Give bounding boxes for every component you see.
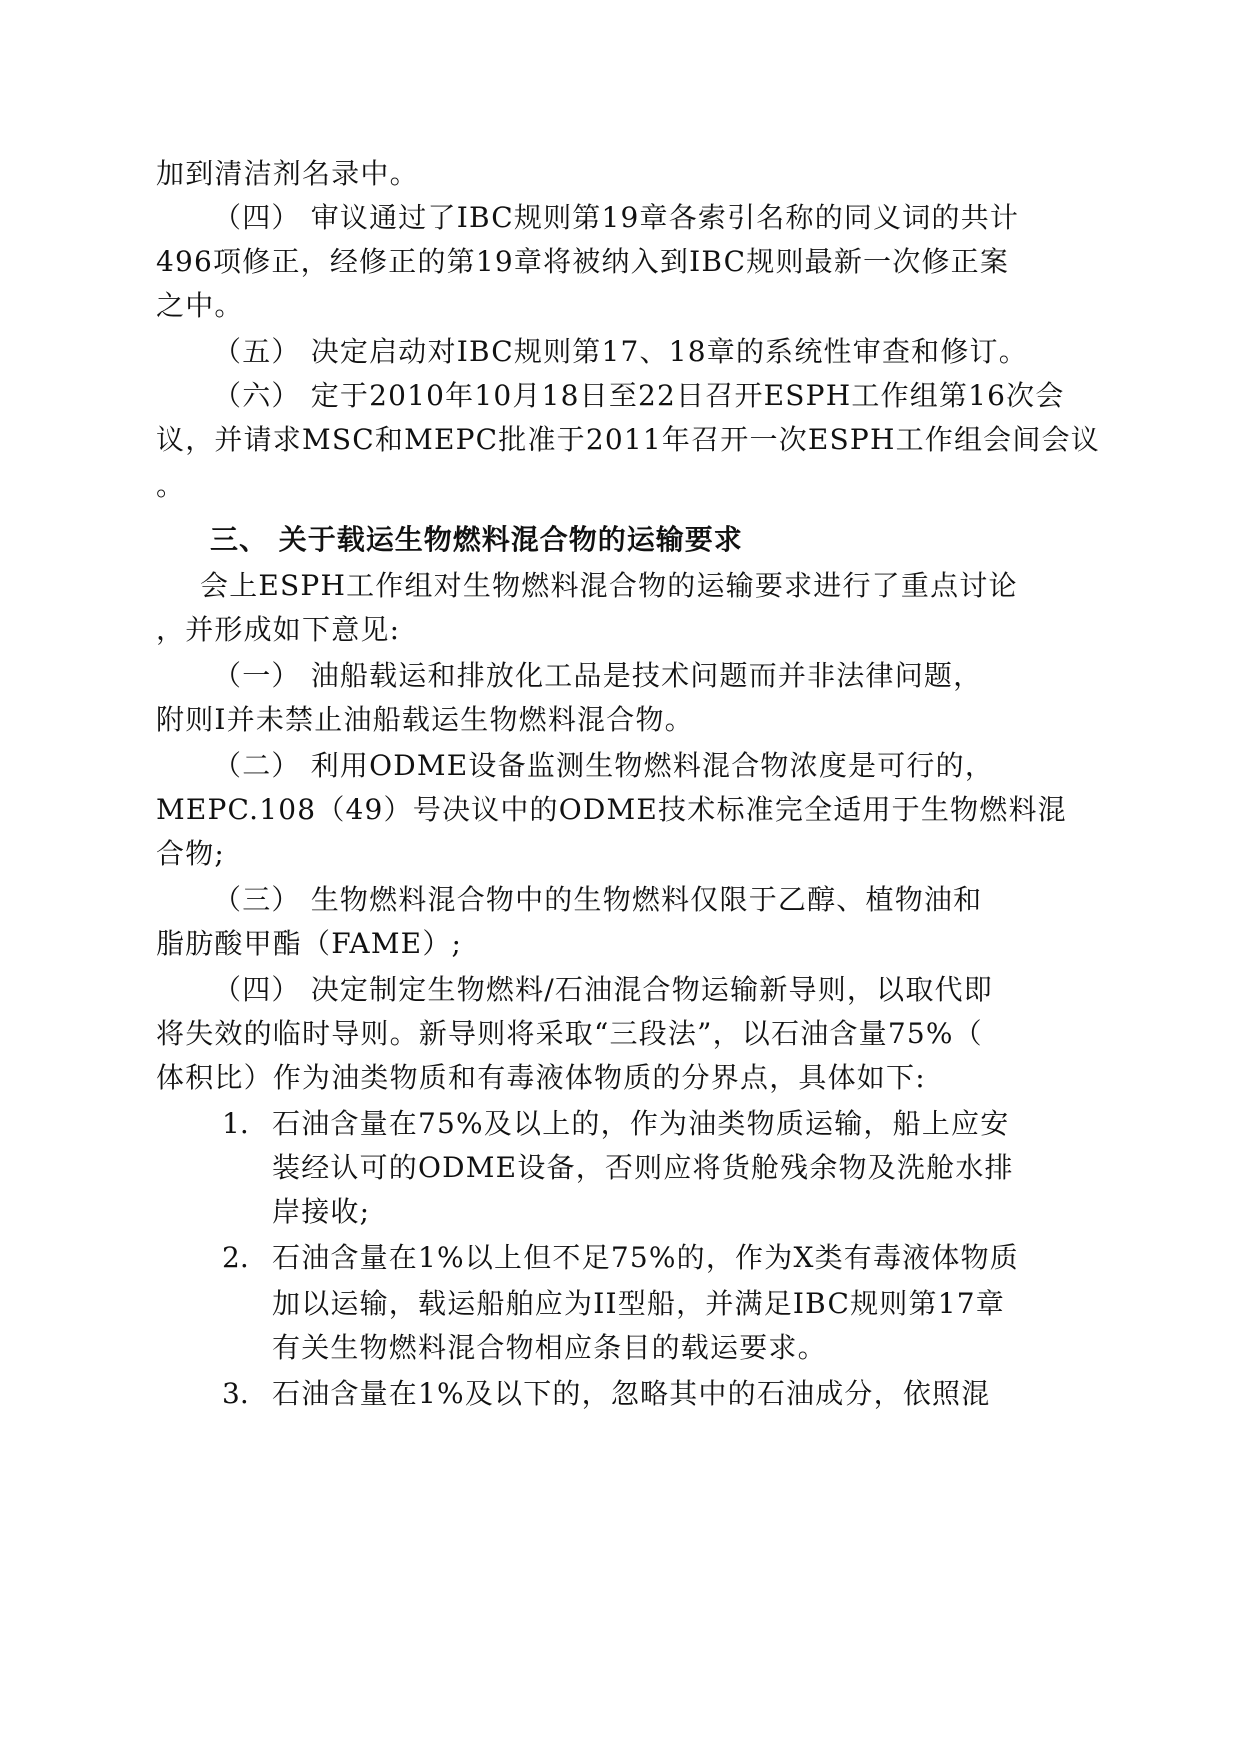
- list-item-number: 2.: [222, 1241, 249, 1274]
- paragraph-line: （四） 决定制定生物燃料/石油混合物运输新导则，以取代即: [213, 973, 993, 1006]
- paragraph-line: （五） 决定启动对IBC规则第17、18章的系统性审查和修订。: [213, 335, 1028, 368]
- paragraph-line: ，并形成如下意见:: [156, 613, 401, 646]
- list-item-line: 装经认可的ODME设备，否则应将货舱残余物及洗舱水排: [272, 1151, 1014, 1184]
- paragraph-line: （一） 油船载运和排放化工品是技术问题而并非法律问题，: [213, 659, 983, 692]
- list-item-line: 有关生物燃料混合物相应条目的载运要求。: [272, 1331, 827, 1364]
- paragraph-line: 加到清洁剂名录中。: [156, 157, 419, 190]
- paragraph-line: （六） 定于2010年10月18日至22日召开ESPH工作组第16次会: [213, 379, 1065, 412]
- paragraph-line: MEPC.108（49）号决议中的ODME技术标准完全适用于生物燃料混: [156, 793, 1067, 826]
- paragraph-line: （四） 审议通过了IBC规则第19章各索引名称的同义词的共计: [213, 201, 1020, 234]
- paragraph-line: 体积比）作为油类物质和有毒液体物质的分界点，具体如下:: [156, 1061, 926, 1094]
- paragraph-line: 议，并请求MSC和MEPC批准于2011年召开一次ESPH工作组会间会议: [156, 423, 1100, 456]
- list-item-line: 石油含量在1%以上但不足75%的，作为X类有毒液体物质: [272, 1241, 1019, 1274]
- paragraph-line: 将失效的临时导则。新导则将采取“三段法”，以石油含量75%（: [156, 1017, 983, 1050]
- paragraph-line: 附则I并未禁止油船载运生物燃料混合物。: [156, 703, 694, 736]
- paragraph-line: 。: [156, 469, 186, 502]
- section-heading: 三、 关于载运生物燃料混合物的运输要求: [210, 523, 743, 556]
- list-item-line: 岸接收;: [272, 1195, 371, 1228]
- list-item-number: 3.: [222, 1377, 249, 1410]
- paragraph-line: （二） 利用ODME设备监测生物燃料混合物浓度是可行的，: [213, 749, 995, 782]
- list-item-line: 加以运输，载运船舶应为II型船，并满足IBC规则第17章: [272, 1287, 1005, 1320]
- list-item-number: 1.: [222, 1107, 249, 1140]
- paragraph-line: 合物;: [156, 837, 226, 870]
- list-item-line: 石油含量在75%及以上的，作为油类物质运输，船上应安: [272, 1107, 1010, 1140]
- paragraph-line: 会上ESPH工作组对生物燃料混合物的运输要求进行了重点讨论: [200, 569, 1018, 602]
- paragraph-line: （三） 生物燃料混合物中的生物燃料仅限于乙醇、植物油和: [213, 883, 983, 916]
- paragraph-line: 496项修正，经修正的第19章将被纳入到IBC规则最新一次修正案: [156, 245, 1010, 278]
- paragraph-line: 之中。: [156, 289, 244, 322]
- paragraph-line: 脂肪酸甲酯（FAME）;: [156, 927, 463, 960]
- list-item-line: 石油含量在1%及以下的，忽略其中的石油成分，依照混: [272, 1377, 991, 1410]
